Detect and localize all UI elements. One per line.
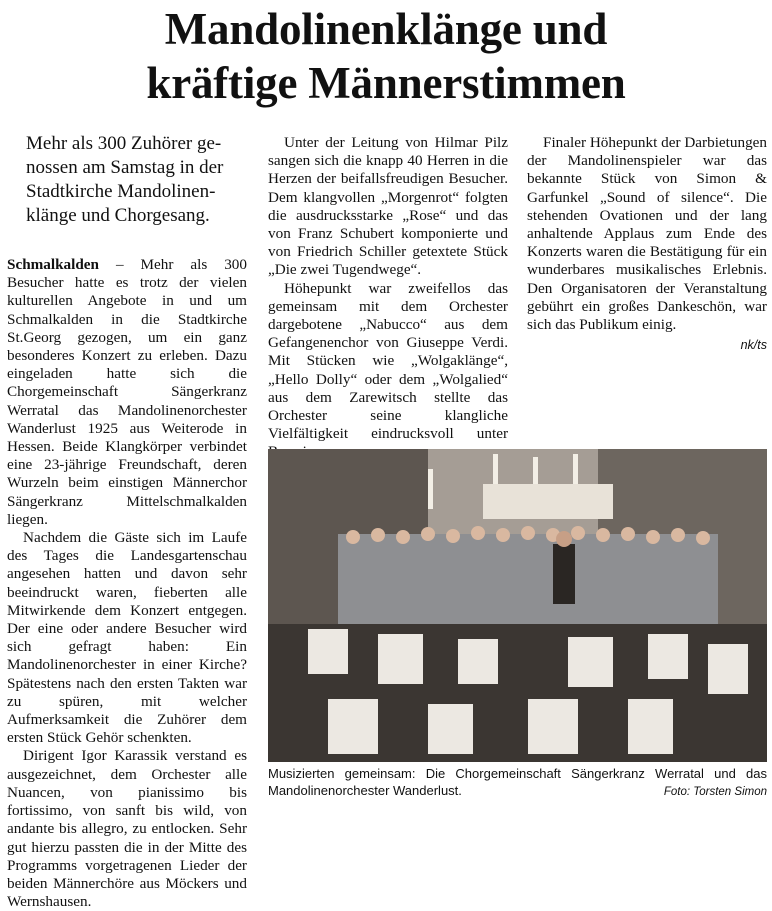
body-paragraph: Dirigent Igor Karassik verstand es ausgezeichnet, dem Orchester alle Nuancen, von pianissimo bis fortissimo, von sanft bis wild, von andante bis allegro, zu entlocken. Sehr gut hierzu passten die in der Mitte des Programms vorgetragenen Lieder der beiden Männerchöre aus Möckers und Wernshausen. [7, 747, 247, 911]
headline-line-1: Mandolinenklänge und [164, 4, 608, 54]
lead-line: nossen am Samstag in der [26, 157, 224, 178]
lead-line: Mehr als 300 Zuhörer ge- [26, 133, 222, 154]
body-paragraph: Höhepunkt war zweifellos das gemeinsam mit dem Orchester dargebotene „Nabucco“ aus dem Gefangenenchor von Giuseppe Verdi. Mit Stücken wie „Wolgaklänge“, „Hello Dolly“ oder dem „Wolgalied“ aus dem Zarewitsch stellte das Orchester seine klangliche Vielfältigkeit eindrucksvoll unter [268, 279, 508, 443]
headline-line-2: kräftige Männerstimmen [146, 58, 626, 108]
concert-photo-illustration [268, 449, 767, 762]
byline: nk/ts [740, 338, 767, 353]
headline [0, 2, 772, 110]
body-paragraph: Finaler Höhepunkt der Darbietungen der Mandolinenspieler war das bekannte Stück von Simon & Garfunkel „Sound of silence“. Die stehenden Ovationen und der lang anhaltende Applaus zum Ende des Konzerts waren die Bestätigung für ein wunderbares musikalisches Erlebnis. Den Organisatoren der Veranstaltung gebührt ein großes Dankeschön, war sich das Publikum einig. [527, 134, 767, 334]
article-column-2 [268, 134, 508, 462]
body-paragraph: Nachdem die Gäste sich im Laufe des Tages die Landesgartenschau angesehen hatten und davon sehr beeindruckt waren, fieberten alle Mitwirkende dem Konzert entgegen. Der eine oder andere Besucher wird sich gefragt haben: Ein Mandolinenorchester in einer Kirche? Spätestens nach den ersten Takten war zu spüren, mit welcher Aufmerksamkeit die Zuhörer dem ersten Stück Gehör schenkten. [7, 529, 247, 747]
concert-photo [268, 449, 767, 762]
lead-line: klänge und Chorgesang. [26, 205, 210, 226]
article-column-1 [7, 256, 247, 911]
photo-credit: Foto: Torsten Simon [663, 786, 767, 798]
photo-caption [268, 765, 767, 801]
caption-text: Musizierten gemeinsam: Die Chorgemeinschaft Sängerkranz Werratal und das Mandolinenorchester Wanderlust. [268, 766, 767, 798]
article-column-3 [527, 134, 767, 354]
body-paragraph [7, 256, 247, 529]
lead-paragraph [26, 132, 248, 228]
paragraph-text: – Mehr als 300 Besucher hatte es trotz der vielen kulturellen Angebote in und um Schmalkalden in die Stadtkirche St.Georg gezogen, um ein ganz besonderes Konzert zu erleben. Dazu eingeladen hatte sich die Chorgemeinschaft Sängerkranz Werratal das Mandolinenorchester Wanderlust 1925 aus Weiterode in Hessen. Beide Klangkörper verbindet eine 23-jährige Freundschaft, deren Wurzeln beim einstigen Männerchor Sängerkranz Mittelschmalkalden liegen. [7, 256, 247, 528]
lead-line: Stadtkirche Mandolinen- [26, 181, 216, 202]
body-paragraph: Unter der Leitung von Hilmar Pilz sangen sich die knapp 40 Herren in die Herzen der beifallsfreudigen Besucher. Dem klangvollen „Morgenrot“ folgten die ausdrucksstarke „Rose“ und das von Franz Schubert komponierte und von Friedrich Schiller getextete Stück „Die zwei Tugendwege“. [268, 134, 508, 279]
dateline: Schmalkalden [7, 256, 99, 273]
